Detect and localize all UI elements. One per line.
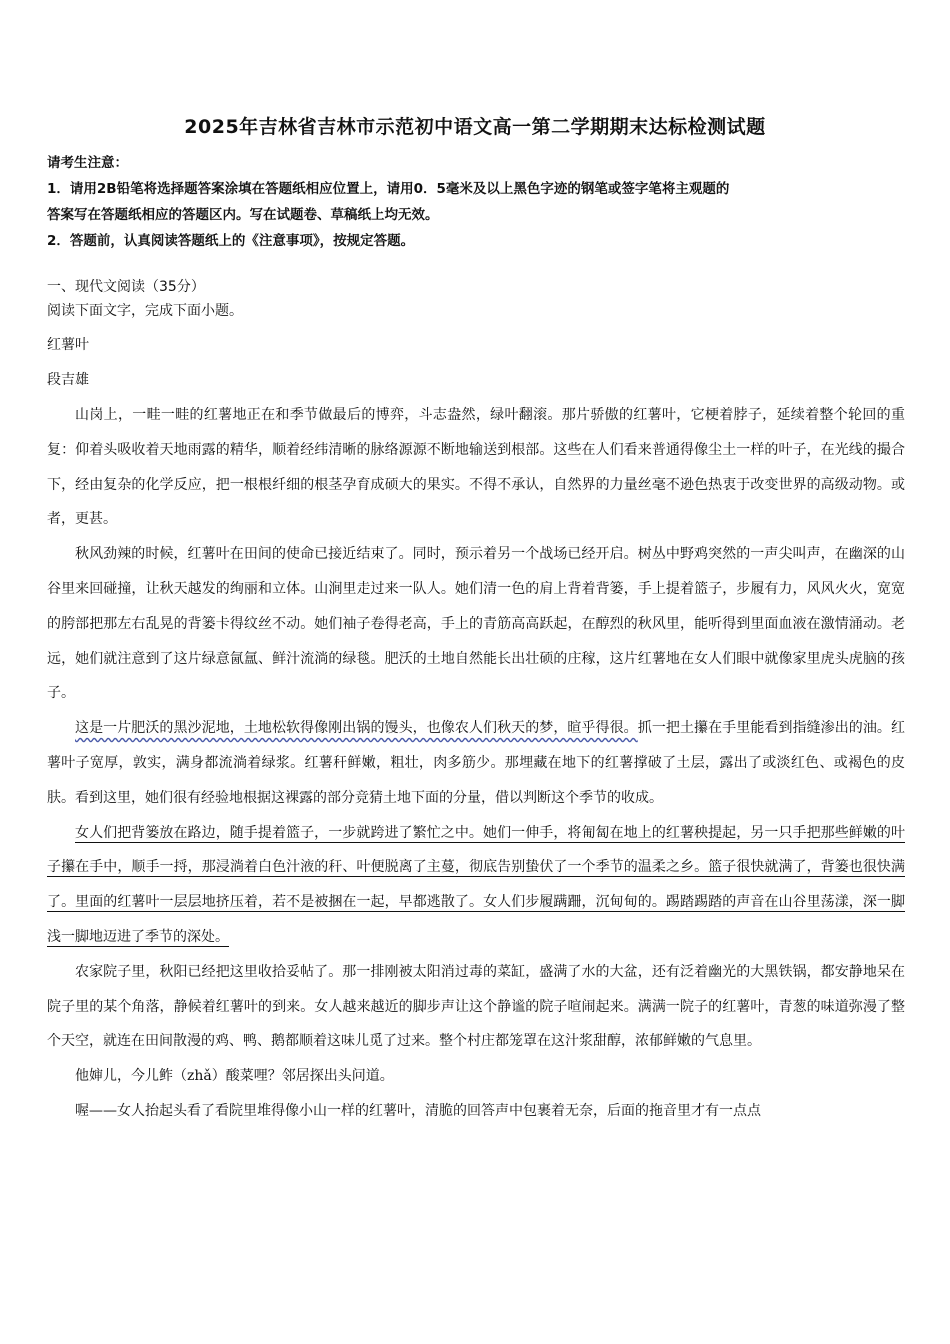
paragraph-3	[47, 711, 905, 815]
notice-heading: 请考生注意：	[47, 155, 128, 171]
exam-notice	[47, 150, 907, 254]
notice-item-1-line-1: 1．请用2B铅笔将选择题答案涂填在答题纸相应位置上，请用0．5毫米及以上黑色字迹的钢笔或签字笔将主观题的	[47, 181, 730, 197]
wavy-underlined-sentence: 这是一片肥沃的黑沙泥地，土地松软得像刚出锅的馒头，也像农人们秋天的梦，暄乎得很。	[75, 720, 638, 737]
section-heading: 一、现代文阅读（35分）	[47, 279, 205, 295]
paragraph-5: 农家院子里，秋阳已经把这里收拾妥帖了。那一排刚被太阳消过毒的菜缸，盛满了水的大盆，还有泛着幽光的大黑铁锅，都安静地呆在院子里的某个角落，静候着红薯叶的到来。女人越来越近的脚步声让这个静谧的院子喧闹起来。满满一院子的红薯叶，青葱的味道弥漫了整个天空，就连在田间散漫的鸡、鸭、鹅都顺着这味儿觅了过来。整个村庄都笼罩在这汁浆甜醇，浓郁鲜嫩的气息里。	[47, 963, 905, 1050]
paragraph-6: 他婶儿，今儿鲊（zhǎ）酸菜哩？邻居探出头问道。	[75, 1068, 394, 1085]
paragraph-1: 山岗上，一畦一畦的红薯地正在和季节做最后的博弈，斗志盎然，绿叶翻滚。那片骄傲的红薯叶，它梗着脖子，延续着整个轮回的重复：仰着头吸收着天地雨露的精华，顺着经纬清晰的脉络源源不断地输送到根部。这些在人们看来普通得像尘土一样的叶子，在光线的撮合下，经由复杂的化学反应，把一根根纤细的根茎孕育成硕大的果实。不得不承认，自然界的力量丝毫不逊色热衷于改变世界的高级动物。或者，更甚。	[47, 407, 905, 528]
paragraph-4	[47, 816, 905, 955]
paragraph-7: 喔——女人抬起头看了看院里堆得像小山一样的红薯叶，清脆的回答声中包裹着无奈，后面的拖音里才有一点点	[75, 1102, 761, 1119]
story-author: 段吉雄	[47, 372, 89, 388]
reading-instruction: 阅读下面文字，完成下面小题。	[47, 303, 243, 319]
page-title: 2025年吉林省吉林市示范初中语文高一第二学期期末达标检测试题	[184, 116, 766, 138]
notice-item-2: 2．答题前，认真阅读答题纸上的《注意事项》，按规定答题。	[47, 233, 415, 249]
underlined-passage: 女人们把背篓放在路边，随手提着篮子，一步就跨进了繁忙之中。她们一伸手，将匍匐在地上的红薯秧提起，另一只手把那些鲜嫩的叶子攥在手中，顺手一捋，那浸淌着白色汁液的秆、叶便脱离了主蔓，彻底告别蛰伏了一个季节的温柔之乡。篮子很快就满了，背篓也很快满了。里面的红薯叶一层层地挤压着，若不是被捆在一起，早都逃散了。女人们步履蹒跚，沉甸甸的。踢踏踢踏的声音在山谷里荡漾，深一脚浅一脚地迈进了季节的深处。	[47, 824, 905, 945]
notice-item-1-line-2: 答案写在答题纸相应的答题区内。写在试题卷、草稿纸上均无效。	[47, 207, 439, 223]
story-body	[47, 398, 905, 1129]
paragraph-3-rest: 抓一把土攥在手里能看到指缝渗出的油。红薯叶子宽厚，敦实，满身都流淌着绿浆。红薯秆鲜嫩，粗壮，肉多筋少。那埋藏在地下的红薯撑破了土层，露出了或淡红色、或褐色的皮肤。看到这里，她们很有经验地根据这裸露的部分竞猜土地下面的分量，借以判断这个季节的收成。	[47, 720, 906, 806]
story-title: 红薯叶	[47, 337, 89, 353]
paragraph-2: 秋风劲辣的时候，红薯叶在田间的使命已接近结束了。同时，预示着另一个战场已经开启。树丛中野鸡突然的一声尖叫声，在幽深的山谷里来回碰撞，让秋天越发的绚丽和立体。山涧里走过来一队人。她们清一色的肩上背着背篓，手上提着篮子，步履有力，风风火火，宽宽的胯部把那左右乱晃的背篓卡得纹丝不动。她们袖子卷得老高，手上的青筋高高跃起，在醇烈的秋风里，能听得到里面血液在激情涌动。老远，她们就注意到了这片绿意氤氲、鲜汁流淌的绿毯。肥沃的土地自然能长出壮硕的庄稼，这片红薯地在女人们眼中就像家里虎头虎脑的孩子。	[47, 546, 905, 702]
